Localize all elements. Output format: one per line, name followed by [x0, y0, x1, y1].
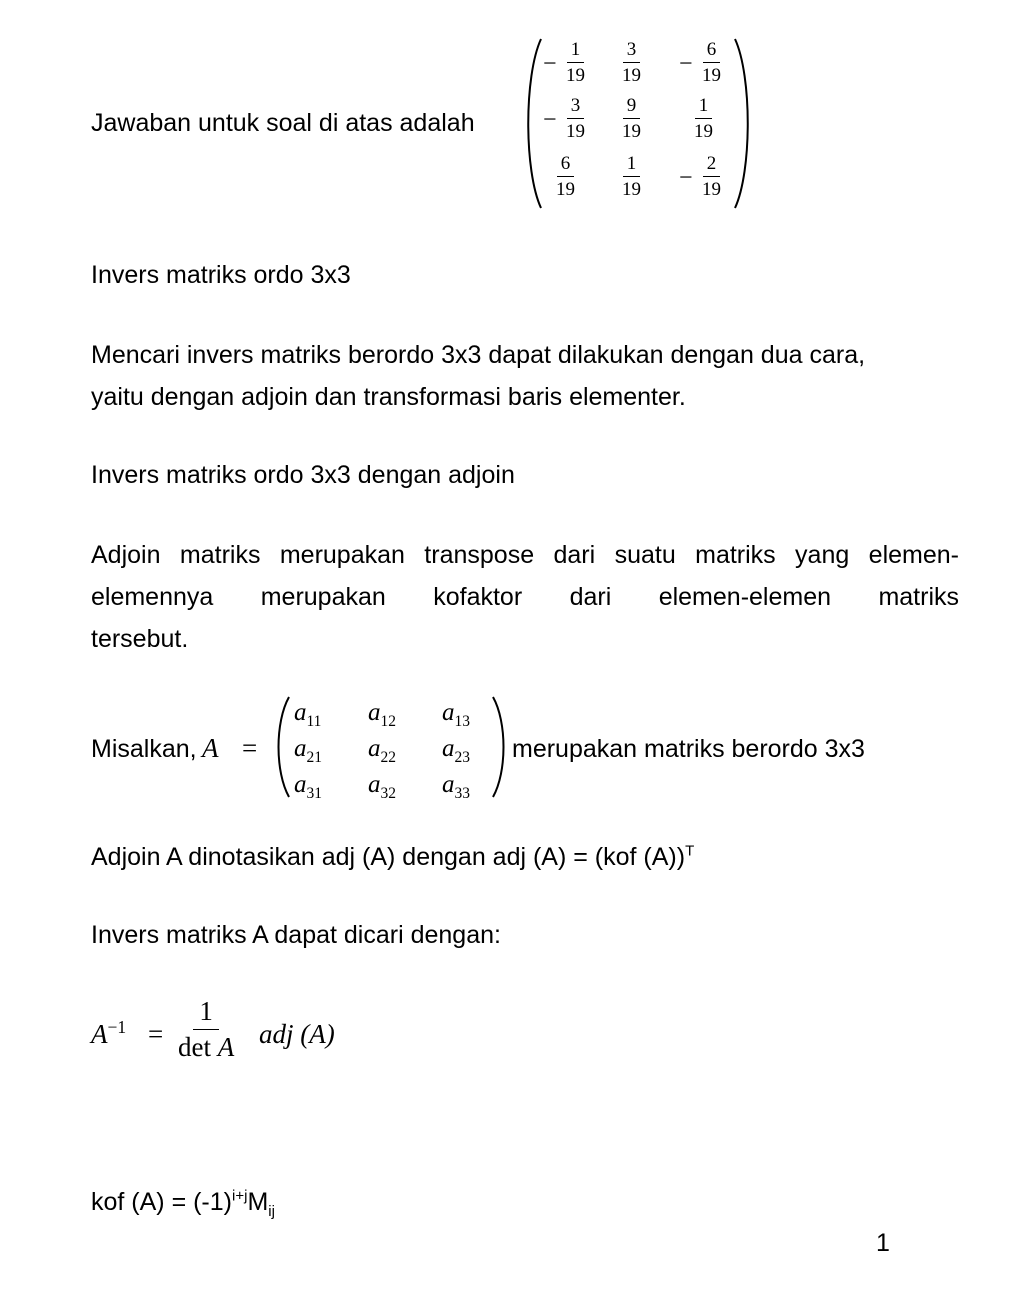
- answer-label: Jawaban untuk soal di atas adalah: [91, 109, 475, 137]
- answer-matrix: [519, 36, 759, 211]
- right-parenthesis: [490, 694, 512, 800]
- matrix-fraction: $\frac{2}{19}$: [702, 153, 721, 200]
- matrix-fraction: $\frac{1}{19}$: [622, 153, 641, 200]
- page-number: 1: [876, 1229, 890, 1257]
- matrix-fraction: $\frac{1}{19}$: [566, 39, 585, 86]
- matrix-sign: −: [679, 51, 693, 77]
- matrix-cell: $a_{31}$: [294, 771, 322, 802]
- cofactor-formula: kof $(A) = (-1)^{i+j}M_{ij}$: [91, 1187, 275, 1220]
- matrix-fraction: $\frac{9}{19}$: [622, 95, 641, 142]
- section-heading: Invers matriks ordo 3x3 dengan adjoin: [91, 461, 515, 489]
- matrix-cell: $a_{12}$: [368, 699, 396, 730]
- matrix-cell: $a_{13}$: [442, 699, 470, 730]
- matrix-fraction: $\frac{6}{19}$: [702, 39, 721, 86]
- paragraph-line: tersebut.: [91, 625, 189, 653]
- matrix-cell: $a_{33}$: [442, 771, 470, 802]
- matrix-cell: $a_{22}$: [368, 735, 396, 766]
- formula-fraction: 1 det A: [178, 996, 235, 1062]
- matrix-cell: $a_{23}$: [442, 735, 470, 766]
- adjoin-definition: Adjoin A dinotasikan adj (A) dengan adj (A) = (kof (A))$^T$: [91, 842, 695, 871]
- matrix-sign: −: [543, 51, 557, 77]
- matrix-fraction: $\frac{6}{19}$: [556, 153, 575, 200]
- matrix-fraction: $\frac{1}{19}$: [694, 95, 713, 142]
- matrix-sign: −: [679, 165, 693, 191]
- paragraph-line: elemennya merupakan kofaktor dari elemen-elemen matriks: [91, 583, 959, 611]
- matrix-cell: $a_{21}$: [294, 735, 322, 766]
- section-heading: Invers matriks ordo 3x3: [91, 261, 351, 289]
- paragraph-line: Adjoin matriks merupakan transpose dari suatu matriks yang elemen-: [91, 541, 959, 569]
- left-parenthesis: [519, 36, 545, 211]
- left-parenthesis: [270, 694, 292, 800]
- right-parenthesis: [731, 36, 757, 211]
- paragraph-line: Mencari invers matriks berordo 3x3 dapat dilakukan dengan dua cara,: [91, 341, 866, 369]
- matrix-fraction: $\frac{3}{19}$: [622, 39, 641, 86]
- equals-sign: =: [242, 733, 258, 763]
- example-prefix: Misalkan,: [91, 735, 197, 763]
- inverse-intro: Invers matriks A dapat dicari dengan:: [91, 921, 501, 949]
- example-matrix: [270, 694, 512, 800]
- paragraph-line: yaitu dengan adjoin dan transformasi baris elementer.: [91, 383, 686, 411]
- formula-lhs: $A^{-1}$: [91, 1017, 127, 1049]
- formula-rhs: adj (A): [259, 1019, 335, 1049]
- equals-sign: =: [148, 1019, 164, 1049]
- matrix-sign: −: [543, 107, 557, 133]
- matrix-fraction: $\frac{3}{19}$: [566, 95, 585, 142]
- matrix-cell: $a_{32}$: [368, 771, 396, 802]
- example-suffix: merupakan matriks berordo 3x3: [512, 735, 865, 763]
- matrix-cell: $a_{11}$: [294, 699, 322, 730]
- matrix-variable: A: [202, 733, 219, 763]
